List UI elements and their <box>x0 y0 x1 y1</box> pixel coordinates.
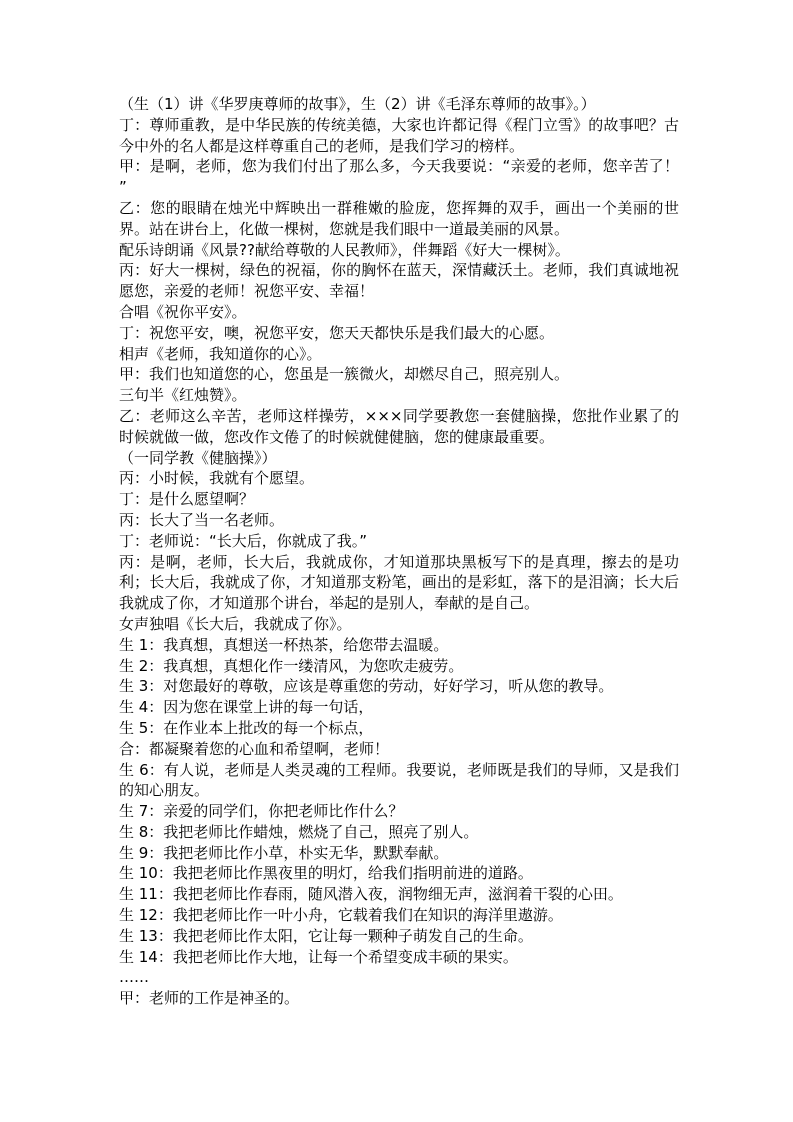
paragraph: 三句半《红烛赞》。 <box>119 386 247 405</box>
paragraph: （一同学教《健脑操》） <box>119 448 277 467</box>
paragraph: 丙：小时候，我就有个愿望。 <box>119 469 315 488</box>
paragraph: 配乐诗朗诵《风景??献给尊敬的人民教师》，伴舞蹈《好大一棵树》。 <box>119 240 570 259</box>
paragraph: 生 7：亲爱的同学们，你把老师比作什么？ <box>119 802 404 821</box>
paragraph: 丙：长大了当一名老师。 <box>119 510 285 529</box>
paragraph: 合：都凝聚着您的心血和希望啊，老师！ <box>119 739 390 758</box>
paragraph: 生 10：我把老师比作黑夜里的明灯，给我们指明前进的道路。 <box>119 864 533 883</box>
paragraph: 甲：老师的工作是神圣的。 <box>119 989 300 1008</box>
paragraph: 丙：好大一棵树，绿色的祝福，你的胸怀在蓝天，深情藏沃土。老师，我们真诚地祝愿您，亲爱的老师！祝您平安、幸福！ <box>119 261 679 301</box>
paragraph: …… <box>119 968 149 987</box>
script-text-body <box>119 94 679 1009</box>
paragraph: 乙：您的眼睛在烛光中辉映出一群稚嫩的脸庞，您挥舞的双手，画出一个美丽的世界。站在讲台上，化做一棵树，您就是我们眼中一道最美丽的风景。 <box>119 198 679 238</box>
paragraph: 甲：我们也知道您的心，您虽是一簇微火，却燃尽自己，照亮别人。 <box>119 365 570 384</box>
paragraph: 生 4：因为您在课堂上讲的每一句话， <box>119 698 374 717</box>
paragraph: 合唱《祝你平安》。 <box>119 302 247 321</box>
paragraph: 生 5：在作业本上批改的每一个标点， <box>119 718 374 737</box>
paragraph: 女声独唱《长大后，我就成了你》。 <box>119 614 352 633</box>
paragraph: 丁：祝您平安，噢，祝您平安，您天天都快乐是我们最大的心愿。 <box>119 323 555 342</box>
paragraph: 生 14：我把老师比作大地，让每一个希望变成丰硕的果实。 <box>119 947 518 966</box>
paragraph: 生 13：我把老师比作太阳，它让每一颗种子萌发自己的生命。 <box>119 926 533 945</box>
paragraph: 生 11：我把老师比作春雨，随风潜入夜，润物细无声，滋润着干裂的心田。 <box>119 885 623 904</box>
paragraph: 生 1：我真想，真想送一杯热茶，给您带去温暖。 <box>119 635 449 654</box>
paragraph: 生 2：我真想，真想化作一缕清风，为您吹走疲劳。 <box>119 656 464 675</box>
paragraph: 相声《老师，我知道你的心》。 <box>119 344 322 363</box>
paragraph: 乙：老师这么辛苦，老师这样操劳，×××同学要教您一套健脑操，您批作业累了的时候就做一做，您改作文倦了的时候就健健脑，您的健康最重要。 <box>119 406 679 446</box>
paragraph: 生 3：对您最好的尊敬，应该是尊重您的劳动，好好学习，听从您的教导。 <box>119 677 614 696</box>
paragraph: 生 12：我把老师比作一叶小舟，它载着我们在知识的海洋里遨游。 <box>119 906 563 925</box>
paragraph: 生 9：我把老师比作小草，朴实无华，默默奉献。 <box>119 843 449 862</box>
paragraph: （生（1）讲《华罗庚尊师的故事》，生（2）讲《毛泽东尊师的故事》。） <box>119 95 596 113</box>
paragraph: 丁：尊师重教，是中华民族的传统美德，大家也许都记得《程门立雪》的故事吧？古今中外的名人都是这样尊重自己的老师，是我们学习的榜样。 <box>119 115 679 155</box>
paragraph: 甲：是啊，老师，您为我们付出了那么多，今天我要说：“亲爱的老师，您辛苦了！ ” <box>119 157 679 197</box>
paragraph: 生 6：有人说，老师是人类灵魂的工程师。我要说，老师既是我们的导师，又是我们的知心朋友。 <box>119 760 679 800</box>
paragraph: 丁：是什么愿望啊？ <box>119 490 255 509</box>
paragraph: 丁：老师说：“长大后，你就成了我。” <box>119 531 368 550</box>
paragraph: 丙：是啊，老师，长大后，我就成你，才知道那块黑板写下的是真理，擦去的是功利；长大后，我就成了你，才知道那支粉笔，画出的是彩虹，落下的是泪滴；长大后我就成了你，才知道那个讲台，举起的是别人，奉献的是自己。 <box>119 552 679 613</box>
paragraph: 生 8：我把老师比作蜡烛，燃烧了自己，照亮了别人。 <box>119 822 479 841</box>
